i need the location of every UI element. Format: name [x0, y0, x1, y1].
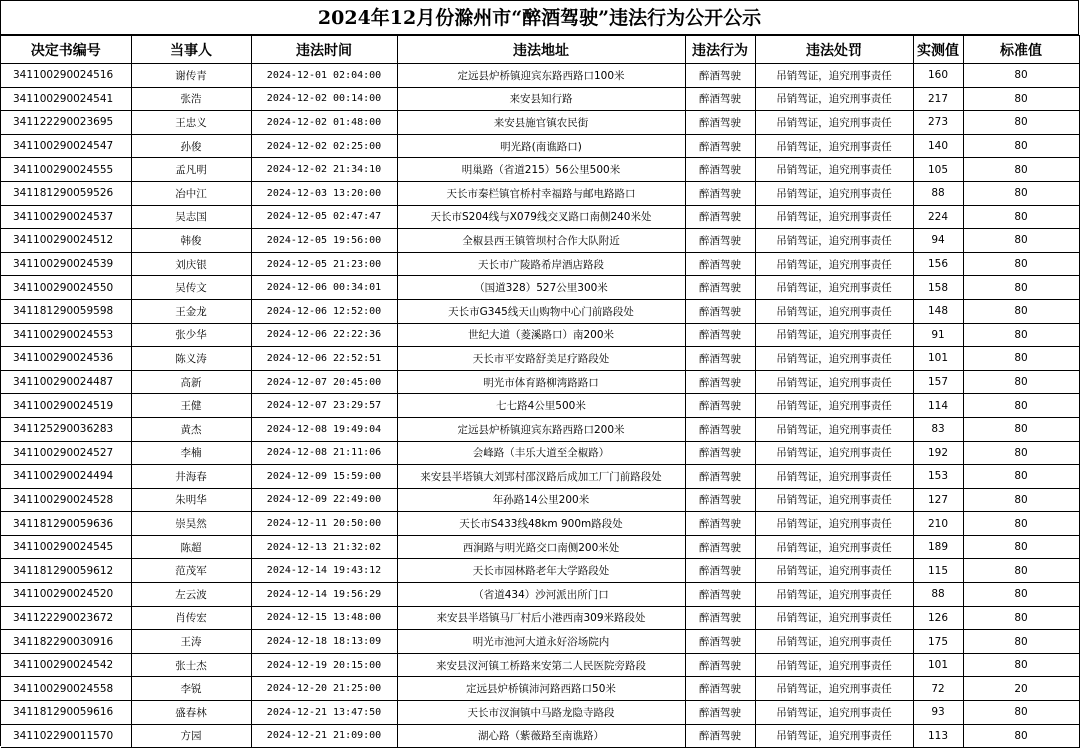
- violation-time-cell: 2024-12-05 02:47:47: [251, 205, 397, 229]
- party-cell: 冶中江: [131, 181, 251, 205]
- decision-number-cell: 341100290024528: [1, 488, 131, 512]
- measured-value-cell: 101: [913, 347, 963, 371]
- violation-address-cell: 定远县炉桥镇迎宾东路西路口100米: [397, 64, 685, 88]
- penalty-cell: 吊销驾证，追究刑事责任: [755, 252, 913, 276]
- penalty-cell: 吊销驾证，追究刑事责任: [755, 465, 913, 489]
- penalty-cell: 吊销驾证，追究刑事责任: [755, 229, 913, 253]
- table-row: [1, 64, 1079, 88]
- penalty-cell: 吊销驾证，追究刑事责任: [755, 559, 913, 583]
- party-cell: 谢传青: [131, 64, 251, 88]
- standard-value-cell: 80: [963, 465, 1079, 489]
- party-cell: 李楠: [131, 441, 251, 465]
- standard-value-cell: 20: [963, 677, 1079, 701]
- table-row: [1, 370, 1079, 394]
- violation-address-cell: 天长市G345线天山购物中心门前路段处: [397, 299, 685, 323]
- penalty-cell: 吊销驾证，追究刑事责任: [755, 441, 913, 465]
- decision-number-cell: 341181290059598: [1, 299, 131, 323]
- header-violation-address: 违法地址: [397, 36, 685, 64]
- violation-time-cell: 2024-12-06 22:22:36: [251, 323, 397, 347]
- violation-act-cell: 醉酒驾驶: [685, 323, 755, 347]
- violation-act-cell: 醉酒驾驶: [685, 370, 755, 394]
- violation-act-cell: 醉酒驾驶: [685, 606, 755, 630]
- violation-act-cell: 醉酒驾驶: [685, 205, 755, 229]
- decision-number-cell: 341100290024547: [1, 134, 131, 158]
- violation-time-cell: 2024-12-02 01:48:00: [251, 111, 397, 135]
- measured-value-cell: 224: [913, 205, 963, 229]
- penalty-cell: 吊销驾证，追究刑事责任: [755, 87, 913, 111]
- table-row: [1, 181, 1079, 205]
- violation-address-cell: 会峰路（丰乐大道至全椒路）: [397, 441, 685, 465]
- violation-time-cell: 2024-12-13 21:32:02: [251, 535, 397, 559]
- violation-address-cell: 明光路(南谯路口): [397, 134, 685, 158]
- penalty-cell: 吊销驾证，追究刑事责任: [755, 417, 913, 441]
- violation-act-cell: 醉酒驾驶: [685, 158, 755, 182]
- violation-time-cell: 2024-12-08 19:49:04: [251, 417, 397, 441]
- party-cell: 井海春: [131, 465, 251, 489]
- violation-time-cell: 2024-12-02 00:14:00: [251, 87, 397, 111]
- violation-address-cell: 明光市体育路柳湾路路口: [397, 370, 685, 394]
- violation-time-cell: 2024-12-03 13:20:00: [251, 181, 397, 205]
- violation-time-cell: 2024-12-14 19:43:12: [251, 559, 397, 583]
- measured-value-cell: 157: [913, 370, 963, 394]
- violation-act-cell: 醉酒驾驶: [685, 299, 755, 323]
- standard-value-cell: 80: [963, 347, 1079, 371]
- header-penalty: 违法处罚: [755, 36, 913, 64]
- party-cell: 王金龙: [131, 299, 251, 323]
- table-header-row: [1, 36, 1079, 64]
- decision-number-cell: 341100290024487: [1, 370, 131, 394]
- measured-value-cell: 91: [913, 323, 963, 347]
- measured-value-cell: 88: [913, 181, 963, 205]
- violation-address-cell: 天长市平安路舒美足疗路段处: [397, 347, 685, 371]
- table-row: [1, 653, 1079, 677]
- table-row: [1, 724, 1079, 748]
- violation-time-cell: 2024-12-06 22:52:51: [251, 347, 397, 371]
- penalty-cell: 吊销驾证，追究刑事责任: [755, 583, 913, 607]
- penalty-cell: 吊销驾证，追究刑事责任: [755, 606, 913, 630]
- measured-value-cell: 140: [913, 134, 963, 158]
- party-cell: 肖传宏: [131, 606, 251, 630]
- decision-number-cell: 341100290024542: [1, 653, 131, 677]
- table-row: [1, 583, 1079, 607]
- penalty-cell: 吊销驾证，追究刑事责任: [755, 181, 913, 205]
- violation-address-cell: （国道328）527公里300米: [397, 276, 685, 300]
- standard-value-cell: 80: [963, 535, 1079, 559]
- violation-time-cell: 2024-12-18 18:13:09: [251, 630, 397, 654]
- violation-act-cell: 醉酒驾驶: [685, 252, 755, 276]
- measured-value-cell: 156: [913, 252, 963, 276]
- decision-number-cell: 341100290024519: [1, 394, 131, 418]
- party-cell: 张少华: [131, 323, 251, 347]
- violation-address-cell: 天长市S433线48km 900m路段处: [397, 512, 685, 536]
- table-row: [1, 323, 1079, 347]
- table-row: [1, 347, 1079, 371]
- standard-value-cell: 80: [963, 111, 1079, 135]
- table-row: [1, 559, 1079, 583]
- header-standard-value: 标准值: [963, 36, 1079, 64]
- decision-number-cell: 341100290024527: [1, 441, 131, 465]
- violation-act-cell: 醉酒驾驶: [685, 134, 755, 158]
- violation-act-cell: 醉酒驾驶: [685, 87, 755, 111]
- party-cell: 崇昊然: [131, 512, 251, 536]
- penalty-cell: 吊销驾证，追究刑事责任: [755, 488, 913, 512]
- violation-act-cell: 醉酒驾驶: [685, 347, 755, 371]
- violation-address-cell: 定远县炉桥镇迎宾东路西路口200米: [397, 417, 685, 441]
- penalty-cell: 吊销驾证，追究刑事责任: [755, 158, 913, 182]
- decision-number-cell: 341181290059526: [1, 181, 131, 205]
- violation-address-cell: 天长市汊涧镇中马路龙隐寺路段: [397, 701, 685, 725]
- violation-act-cell: 醉酒驾驶: [685, 417, 755, 441]
- measured-value-cell: 105: [913, 158, 963, 182]
- decision-number-cell: 341100290024536: [1, 347, 131, 371]
- violation-act-cell: 醉酒驾驶: [685, 630, 755, 654]
- measured-value-cell: 127: [913, 488, 963, 512]
- standard-value-cell: 80: [963, 229, 1079, 253]
- measured-value-cell: 114: [913, 394, 963, 418]
- violation-address-cell: 世纪大道（菱溪路口）南200米: [397, 323, 685, 347]
- decision-number-cell: 341100290024494: [1, 465, 131, 489]
- penalty-cell: 吊销驾证，追究刑事责任: [755, 323, 913, 347]
- violation-address-cell: 来安县汊河镇工桥路来安第二人民医院旁路段: [397, 653, 685, 677]
- table-body: [1, 64, 1079, 748]
- standard-value-cell: 80: [963, 606, 1079, 630]
- header-party: 当事人: [131, 36, 251, 64]
- penalty-cell: 吊销驾证，追究刑事责任: [755, 701, 913, 725]
- violation-act-cell: 醉酒驾驶: [685, 111, 755, 135]
- measured-value-cell: 94: [913, 229, 963, 253]
- violation-address-cell: 明巢路（省道215）56公里500米: [397, 158, 685, 182]
- violation-time-cell: 2024-12-09 15:59:00: [251, 465, 397, 489]
- violation-time-cell: 2024-12-06 12:52:00: [251, 299, 397, 323]
- penalty-cell: 吊销驾证，追究刑事责任: [755, 512, 913, 536]
- table-row: [1, 606, 1079, 630]
- decision-number-cell: 341100290024558: [1, 677, 131, 701]
- standard-value-cell: 80: [963, 512, 1079, 536]
- decision-number-cell: 341100290024539: [1, 252, 131, 276]
- violation-time-cell: 2024-12-11 20:50:00: [251, 512, 397, 536]
- violation-act-cell: 醉酒驾驶: [685, 229, 755, 253]
- penalty-cell: 吊销驾证，追究刑事责任: [755, 630, 913, 654]
- party-cell: 孟凡明: [131, 158, 251, 182]
- table-row: [1, 535, 1079, 559]
- violation-address-cell: 天长市秦栏镇官桥村幸福路与邮电路路口: [397, 181, 685, 205]
- decision-number-cell: 341100290024550: [1, 276, 131, 300]
- measured-value-cell: 192: [913, 441, 963, 465]
- party-cell: 刘庆银: [131, 252, 251, 276]
- penalty-cell: 吊销驾证，追究刑事责任: [755, 724, 913, 748]
- party-cell: 王忠义: [131, 111, 251, 135]
- penalty-cell: 吊销驾证，追究刑事责任: [755, 64, 913, 88]
- standard-value-cell: 80: [963, 276, 1079, 300]
- decision-number-cell: 341125290036283: [1, 417, 131, 441]
- table-row: [1, 134, 1079, 158]
- penalty-cell: 吊销驾证，追究刑事责任: [755, 276, 913, 300]
- party-cell: 王涛: [131, 630, 251, 654]
- penalty-cell: 吊销驾证，追究刑事责任: [755, 535, 913, 559]
- decision-number-cell: 341102290011570: [1, 724, 131, 748]
- violation-address-cell: 西涧路与明光路交口南侧200米处: [397, 535, 685, 559]
- decision-number-cell: 341122290023672: [1, 606, 131, 630]
- violation-time-cell: 2024-12-15 13:48:00: [251, 606, 397, 630]
- measured-value-cell: 160: [913, 64, 963, 88]
- violation-time-cell: 2024-12-02 21:34:10: [251, 158, 397, 182]
- decision-number-cell: 341100290024541: [1, 87, 131, 111]
- violation-address-cell: 天长市园林路老年大学路段处: [397, 559, 685, 583]
- violation-address-cell: （省道434）沙河派出所门口: [397, 583, 685, 607]
- violation-address-cell: 来安县半塔镇马厂村后小港西南309米路段处: [397, 606, 685, 630]
- table-row: [1, 276, 1079, 300]
- penalty-cell: 吊销驾证，追究刑事责任: [755, 394, 913, 418]
- decision-number-cell: 341100290024512: [1, 229, 131, 253]
- measured-value-cell: 153: [913, 465, 963, 489]
- standard-value-cell: 80: [963, 417, 1079, 441]
- party-cell: 张士杰: [131, 653, 251, 677]
- violation-act-cell: 醉酒驾驶: [685, 512, 755, 536]
- violations-table: [1, 35, 1080, 748]
- party-cell: 范茂军: [131, 559, 251, 583]
- standard-value-cell: 80: [963, 441, 1079, 465]
- measured-value-cell: 83: [913, 417, 963, 441]
- table-row: [1, 205, 1079, 229]
- measured-value-cell: 217: [913, 87, 963, 111]
- standard-value-cell: 80: [963, 583, 1079, 607]
- table-row: [1, 465, 1079, 489]
- violation-time-cell: 2024-12-06 00:34:01: [251, 276, 397, 300]
- standard-value-cell: 80: [963, 299, 1079, 323]
- violation-time-cell: 2024-12-05 21:23:00: [251, 252, 397, 276]
- violation-act-cell: 醉酒驾驶: [685, 583, 755, 607]
- penalty-cell: 吊销驾证，追究刑事责任: [755, 677, 913, 701]
- violation-time-cell: 2024-12-05 19:56:00: [251, 229, 397, 253]
- violation-act-cell: 醉酒驾驶: [685, 64, 755, 88]
- measured-value-cell: 189: [913, 535, 963, 559]
- violation-act-cell: 醉酒驾驶: [685, 394, 755, 418]
- violation-time-cell: 2024-12-19 20:15:00: [251, 653, 397, 677]
- decision-number-cell: 341100290024520: [1, 583, 131, 607]
- table-row: [1, 488, 1079, 512]
- violation-address-cell: 天长市广陵路希岸酒店路段: [397, 252, 685, 276]
- violation-address-cell: 七七路4公里500米: [397, 394, 685, 418]
- measured-value-cell: 113: [913, 724, 963, 748]
- measured-value-cell: 148: [913, 299, 963, 323]
- penalty-cell: 吊销驾证，追究刑事责任: [755, 134, 913, 158]
- standard-value-cell: 80: [963, 252, 1079, 276]
- penalty-cell: 吊销驾证，追究刑事责任: [755, 347, 913, 371]
- party-cell: 盛春林: [131, 701, 251, 725]
- measured-value-cell: 72: [913, 677, 963, 701]
- violation-time-cell: 2024-12-20 21:25:00: [251, 677, 397, 701]
- standard-value-cell: 80: [963, 370, 1079, 394]
- standard-value-cell: 80: [963, 87, 1079, 111]
- table-row: [1, 701, 1079, 725]
- document-title: 2024年12月份滁州市“醉酒驾驶”违法行为公开公示: [1, 0, 1079, 35]
- table-row: [1, 299, 1079, 323]
- table-row: [1, 111, 1079, 135]
- standard-value-cell: 80: [963, 323, 1079, 347]
- decision-number-cell: 341100290024555: [1, 158, 131, 182]
- decision-number-cell: 341181290059636: [1, 512, 131, 536]
- table-row: [1, 229, 1079, 253]
- violation-address-cell: 来安县知行路: [397, 87, 685, 111]
- party-cell: 高新: [131, 370, 251, 394]
- standard-value-cell: 80: [963, 158, 1079, 182]
- decision-number-cell: 341100290024537: [1, 205, 131, 229]
- standard-value-cell: 80: [963, 701, 1079, 725]
- table-row: [1, 441, 1079, 465]
- table-row: [1, 417, 1079, 441]
- table-row: [1, 512, 1079, 536]
- standard-value-cell: 80: [963, 64, 1079, 88]
- decision-number-cell: 341181290059616: [1, 701, 131, 725]
- decision-number-cell: 341100290024545: [1, 535, 131, 559]
- standard-value-cell: 80: [963, 653, 1079, 677]
- header-measured-value: 实测值: [913, 36, 963, 64]
- table-row: [1, 677, 1079, 701]
- penalty-cell: 吊销驾证，追究刑事责任: [755, 111, 913, 135]
- violation-address-cell: 定远县炉桥镇沛河路西路口50米: [397, 677, 685, 701]
- violation-act-cell: 醉酒驾驶: [685, 276, 755, 300]
- table-row: [1, 630, 1079, 654]
- party-cell: 孙俊: [131, 134, 251, 158]
- measured-value-cell: 93: [913, 701, 963, 725]
- party-cell: 王健: [131, 394, 251, 418]
- standard-value-cell: 80: [963, 394, 1079, 418]
- violation-address-cell: 全椒县西王镇管坝村合作大队附近: [397, 229, 685, 253]
- violation-address-cell: 来安县半塔镇大刘郢村邵汊路后成加工厂门前路段处: [397, 465, 685, 489]
- decision-number-cell: 341182290030916: [1, 630, 131, 654]
- penalty-cell: 吊销驾证，追究刑事责任: [755, 299, 913, 323]
- header-violation-time: 违法时间: [251, 36, 397, 64]
- violation-time-cell: 2024-12-02 02:25:00: [251, 134, 397, 158]
- measured-value-cell: 88: [913, 583, 963, 607]
- party-cell: 朱明华: [131, 488, 251, 512]
- standard-value-cell: 80: [963, 559, 1079, 583]
- penalty-cell: 吊销驾证，追究刑事责任: [755, 370, 913, 394]
- violation-address-cell: 天长市S204线与X079线交叉路口南侧240米处: [397, 205, 685, 229]
- party-cell: 方园: [131, 724, 251, 748]
- violation-act-cell: 醉酒驾驶: [685, 724, 755, 748]
- party-cell: 李锐: [131, 677, 251, 701]
- penalty-cell: 吊销驾证，追究刑事责任: [755, 205, 913, 229]
- party-cell: 张浩: [131, 87, 251, 111]
- party-cell: 陈超: [131, 535, 251, 559]
- measured-value-cell: 210: [913, 512, 963, 536]
- table-row: [1, 87, 1079, 111]
- violation-act-cell: 醉酒驾驶: [685, 559, 755, 583]
- party-cell: 吴传文: [131, 276, 251, 300]
- party-cell: 陈义涛: [131, 347, 251, 371]
- standard-value-cell: 80: [963, 488, 1079, 512]
- decision-number-cell: 341100290024516: [1, 64, 131, 88]
- violation-time-cell: 2024-12-21 13:47:50: [251, 701, 397, 725]
- violation-act-cell: 醉酒驾驶: [685, 488, 755, 512]
- standard-value-cell: 80: [963, 630, 1079, 654]
- violation-act-cell: 醉酒驾驶: [685, 465, 755, 489]
- decision-number-cell: 341181290059612: [1, 559, 131, 583]
- measured-value-cell: 158: [913, 276, 963, 300]
- standard-value-cell: 80: [963, 205, 1079, 229]
- decision-number-cell: 341122290023695: [1, 111, 131, 135]
- violation-time-cell: 2024-12-21 21:09:00: [251, 724, 397, 748]
- violation-time-cell: 2024-12-08 21:11:06: [251, 441, 397, 465]
- violation-time-cell: 2024-12-07 20:45:00: [251, 370, 397, 394]
- violation-address-cell: 明光市池河大道永好浴场院内: [397, 630, 685, 654]
- violation-act-cell: 醉酒驾驶: [685, 701, 755, 725]
- party-cell: 黄杰: [131, 417, 251, 441]
- violation-act-cell: 醉酒驾驶: [685, 677, 755, 701]
- measured-value-cell: 126: [913, 606, 963, 630]
- decision-number-cell: 341100290024553: [1, 323, 131, 347]
- violation-address-cell: 年孙路14公里200米: [397, 488, 685, 512]
- party-cell: 吴志国: [131, 205, 251, 229]
- table-row: [1, 252, 1079, 276]
- penalty-cell: 吊销驾证，追究刑事责任: [755, 653, 913, 677]
- violation-act-cell: 醉酒驾驶: [685, 441, 755, 465]
- standard-value-cell: 80: [963, 724, 1079, 748]
- violation-address-cell: 湖心路（紫薇路至南谯路）: [397, 724, 685, 748]
- measured-value-cell: 101: [913, 653, 963, 677]
- violation-time-cell: 2024-12-07 23:29:57: [251, 394, 397, 418]
- header-violation-act: 违法行为: [685, 36, 755, 64]
- violation-act-cell: 醉酒驾驶: [685, 181, 755, 205]
- violation-act-cell: 醉酒驾驶: [685, 653, 755, 677]
- measured-value-cell: 273: [913, 111, 963, 135]
- table-row: [1, 394, 1079, 418]
- violation-act-cell: 醉酒驾驶: [685, 535, 755, 559]
- standard-value-cell: 80: [963, 134, 1079, 158]
- party-cell: 韩俊: [131, 229, 251, 253]
- party-cell: 左云波: [131, 583, 251, 607]
- violation-address-cell: 来安县施官镇农民街: [397, 111, 685, 135]
- violation-time-cell: 2024-12-09 22:49:00: [251, 488, 397, 512]
- measured-value-cell: 115: [913, 559, 963, 583]
- violation-time-cell: 2024-12-01 02:04:00: [251, 64, 397, 88]
- measured-value-cell: 175: [913, 630, 963, 654]
- violation-time-cell: 2024-12-14 19:56:29: [251, 583, 397, 607]
- table-row: [1, 158, 1079, 182]
- header-decision-number: 决定书编号: [1, 36, 131, 64]
- standard-value-cell: 80: [963, 181, 1079, 205]
